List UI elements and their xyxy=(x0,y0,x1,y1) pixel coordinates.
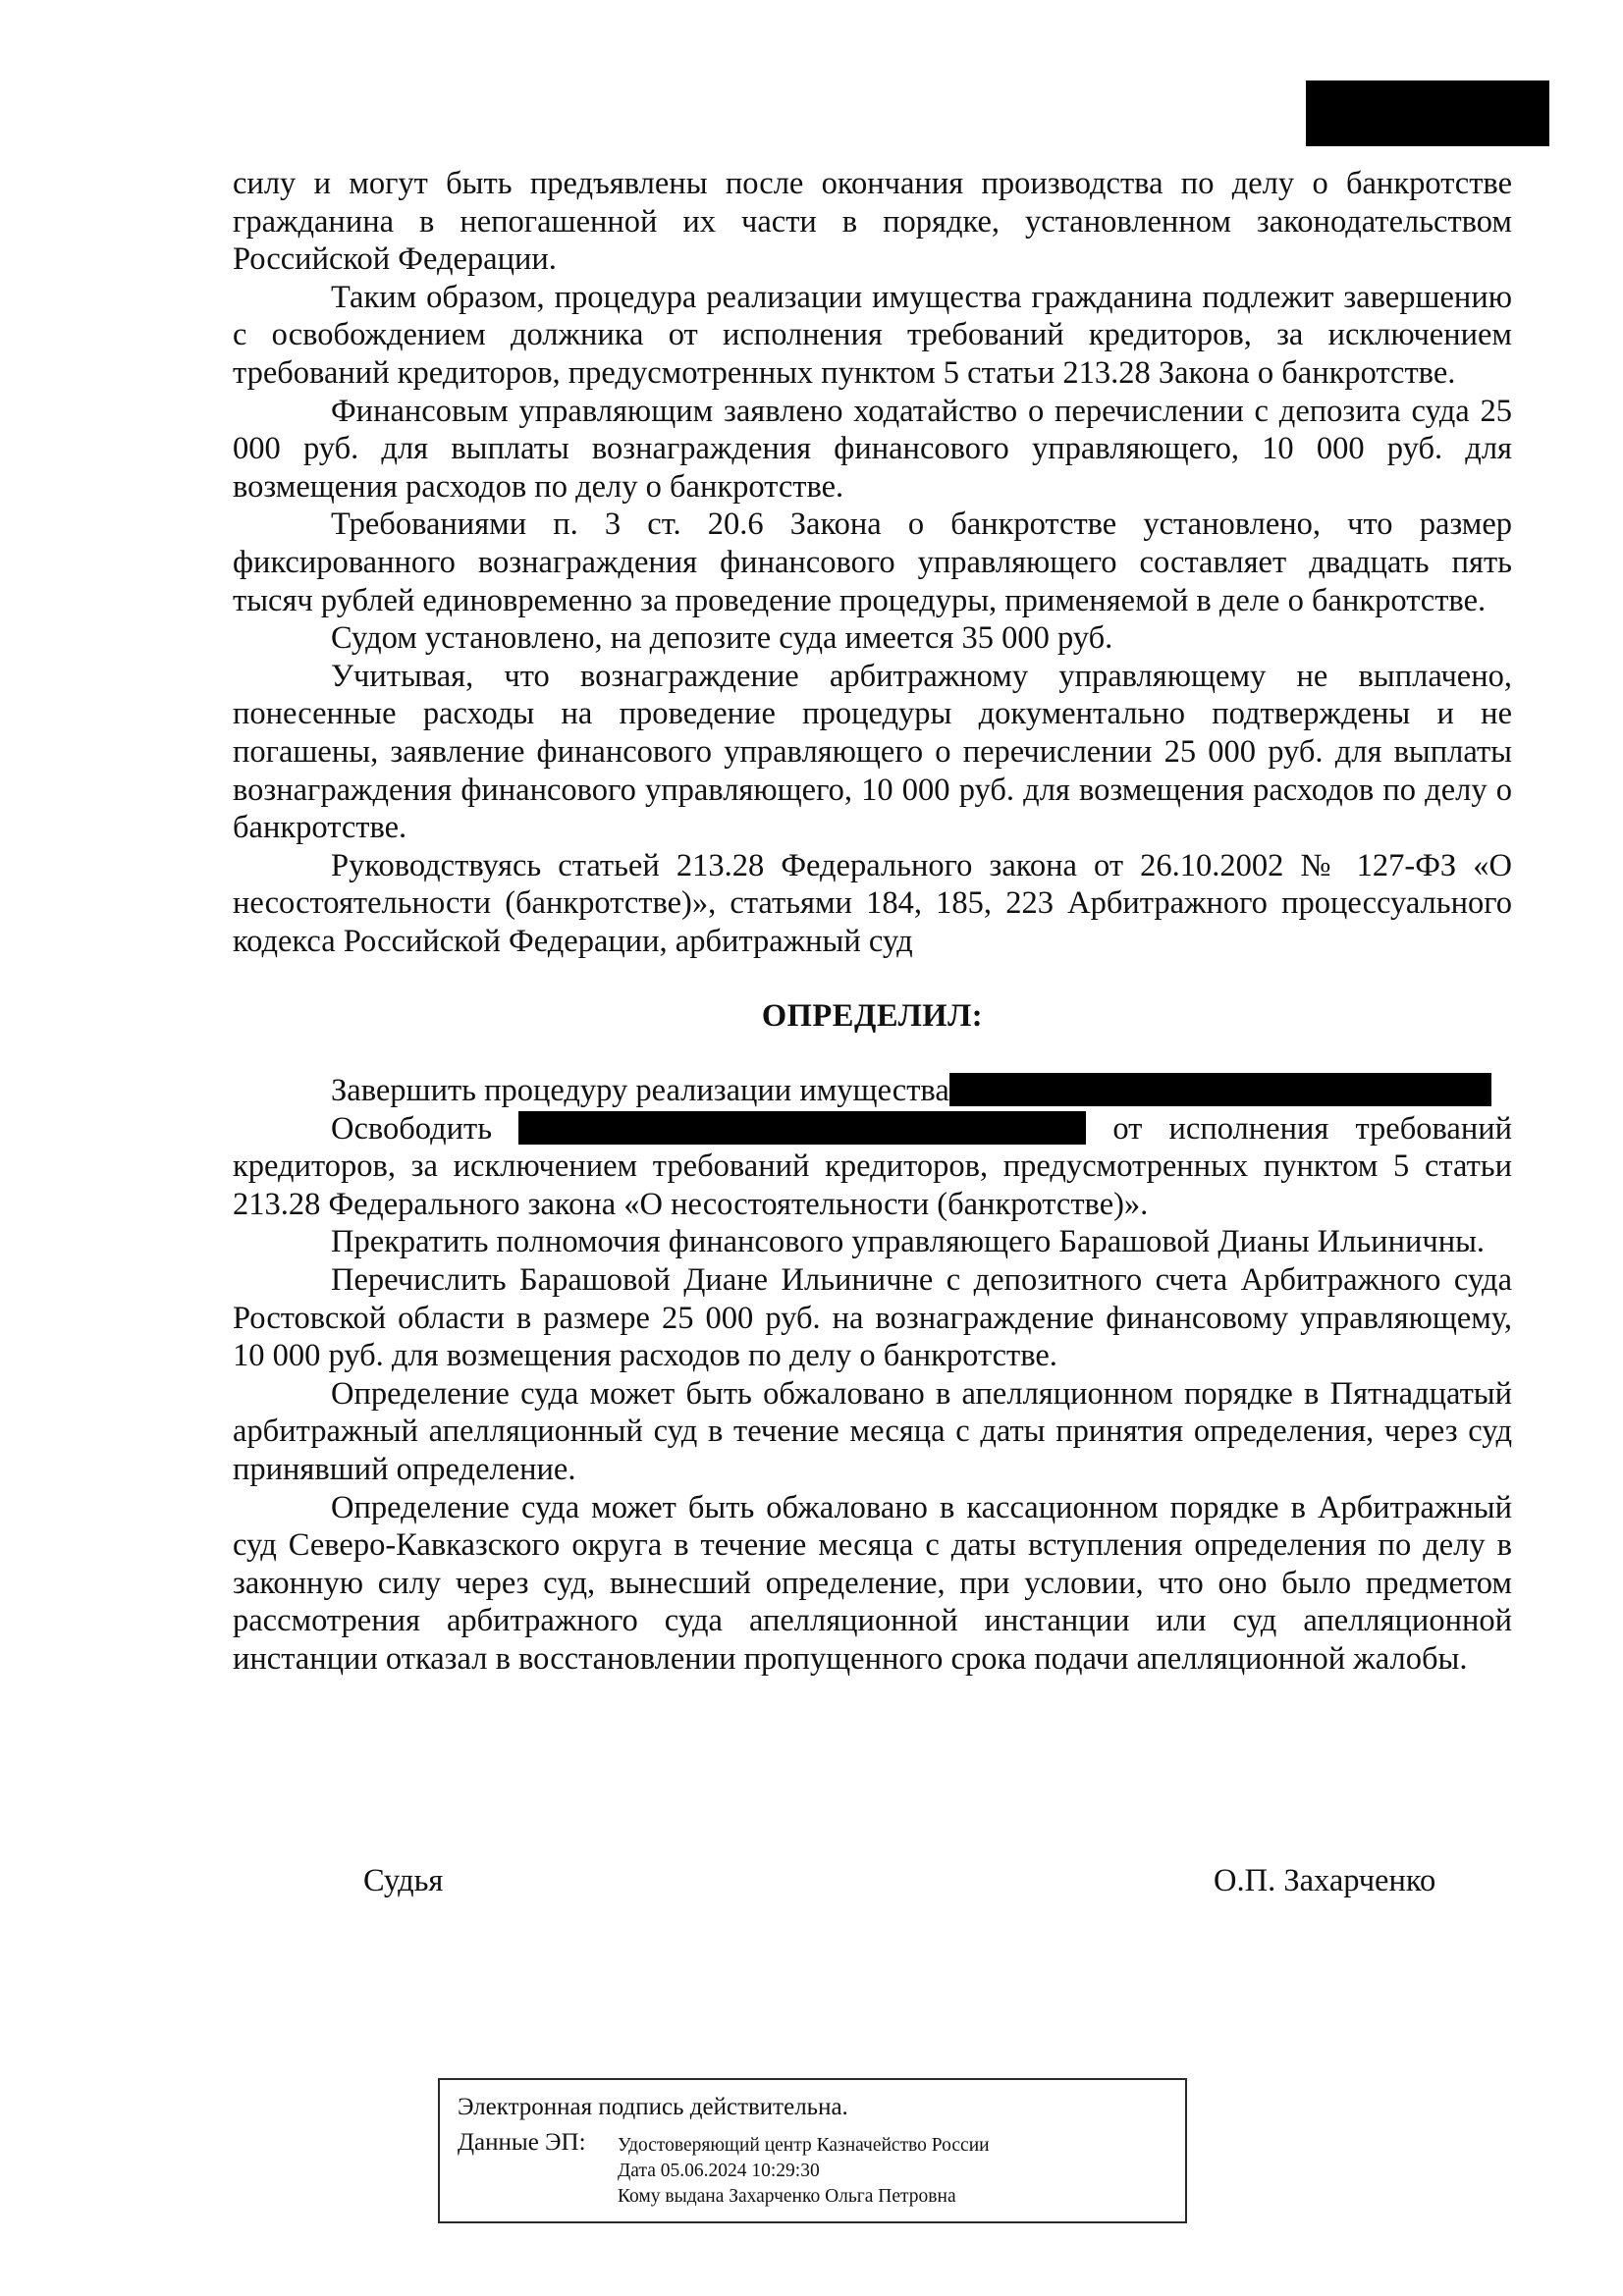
decision-appeal: Определение суда может быть обжаловано в апелляционном порядке в Пятнадцатый арбитражный апелляционный суд в течение месяца с даты принятия определения, через суд принявший определение. xyxy=(233,1375,1512,1487)
paragraph-considering: Учитывая, что вознаграждение арбитражному управляющему не выплачено, понесенные расходы на проведение процедуры документально подтверждены и не погашены, заявление финансового управляющего о перечислении 25 000 руб. для выплаты вознаграждения финансового управляющего, 10 000 руб. для возмещения расходов по делу о банкротстве. xyxy=(233,658,1512,846)
decision-release-debtor xyxy=(233,1110,1512,1224)
signature-status: Электронная подпись действительна. xyxy=(458,2094,848,2120)
paragraph-continuation: силу и могут быть предъявлены после окончания производства по делу о банкротстве гражданина в непогашенной их части в порядке, установленном законодательством Российской Федерации. xyxy=(233,166,1512,278)
document-body xyxy=(233,165,1512,1679)
decision-complete-procedure xyxy=(233,1072,1512,1110)
header-redaction xyxy=(1306,80,1549,146)
signature-issued-to: Кому выдана Захарченко Ольга Петровна xyxy=(618,2186,956,2207)
signature-date: Дата 05.06.2024 10:29:30 xyxy=(618,2161,820,2181)
judge-role: Судья xyxy=(363,1863,444,1898)
electronic-signature-stamp xyxy=(438,2078,1187,2223)
decision-cassation: Определение суда может быть обжаловано в кассационном порядке в Арбитражный суд Северо-Кавказского округа в течение месяца с даты вступления определения по делу в законную силу через суд, вынесший определение, при условии, что оно было предметом рассмотрения арбитражного суда апелляционной инстанции или суд апелляционной инстанции отказал в восстановлении пропущенного срока подачи апелляционной жалобы. xyxy=(233,1489,1512,1677)
signature-data-label: Данные ЭП: xyxy=(458,2129,586,2156)
signature-details xyxy=(618,2133,990,2210)
judge-name: О.П. Захарченко xyxy=(1214,1863,1436,1898)
decision-transfer-funds: Перечислить Барашовой Диане Ильиничне с депозитного счета Арбитражного суда Ростовской области в размере 25 000 руб. на вознаграждение финансовому управляющему, 10 000 руб. для возмещения расходов по делу о банкротстве. xyxy=(233,1262,1512,1374)
decision-complete-text: Завершить процедуру реализации имущества xyxy=(331,1073,949,1109)
debtor-name-redaction xyxy=(949,1073,1491,1106)
paragraph-deposit: Судом установлено, на депозите суда имеется 35 000 руб. xyxy=(331,620,1113,657)
decision-release-start: Освободить xyxy=(331,1110,493,1147)
decision-release-end: от исполнения требований кредиторов, за исключением требований кредиторов, предусмотренных пунктом 5 статьи 213.28 Федерального закона «О несостоятельности (банкротстве)». xyxy=(233,1110,1513,1222)
paragraph-law-requirement: Требованиями п. 3 ст. 20.6 Закона о банкротстве установлено, что размер фиксированного вознаграждения финансового управляющего составляет двадцать пять тысяч рублей единовременно за проведение процедуры, применяемой в деле о банкротстве. xyxy=(233,507,1512,618)
ruling-heading: ОПРЕДЕЛИЛ: xyxy=(761,998,984,1035)
paragraph-petition: Финансовым управляющим заявлено ходатайство о перечислении с депозита суда 25 000 руб. для выплаты вознаграждения финансового управляющего, 10 000 руб. для возмещения расходов по делу о банкротстве. xyxy=(233,393,1512,505)
debtor-name-redaction-2 xyxy=(518,1111,1086,1145)
paragraph-conclusion: Таким образом, процедура реализации имущества гражданина подлежит завершению с освобождением должника от исполнения требований кредиторов, за исключением требований кредиторов, предусмотренных пунктом 5 статьи 213.28 Закона о банкротстве. xyxy=(233,279,1512,391)
paragraph-guided-by: Руководствуясь статьей 213.28 Федерального закона от 26.10.2002 № 127-ФЗ «О несостоятельности (банкротстве)», статьями 184, 185, 223 Арбитражного процессуального кодекса Российской Федерации, арбитражный суд xyxy=(233,847,1512,959)
signature-issuer: Удостоверяющий центр Казначейство России xyxy=(618,2135,990,2156)
decision-terminate-powers: Прекратить полномочия финансового управляющего Барашовой Дианы Ильиничны. xyxy=(331,1224,1486,1260)
